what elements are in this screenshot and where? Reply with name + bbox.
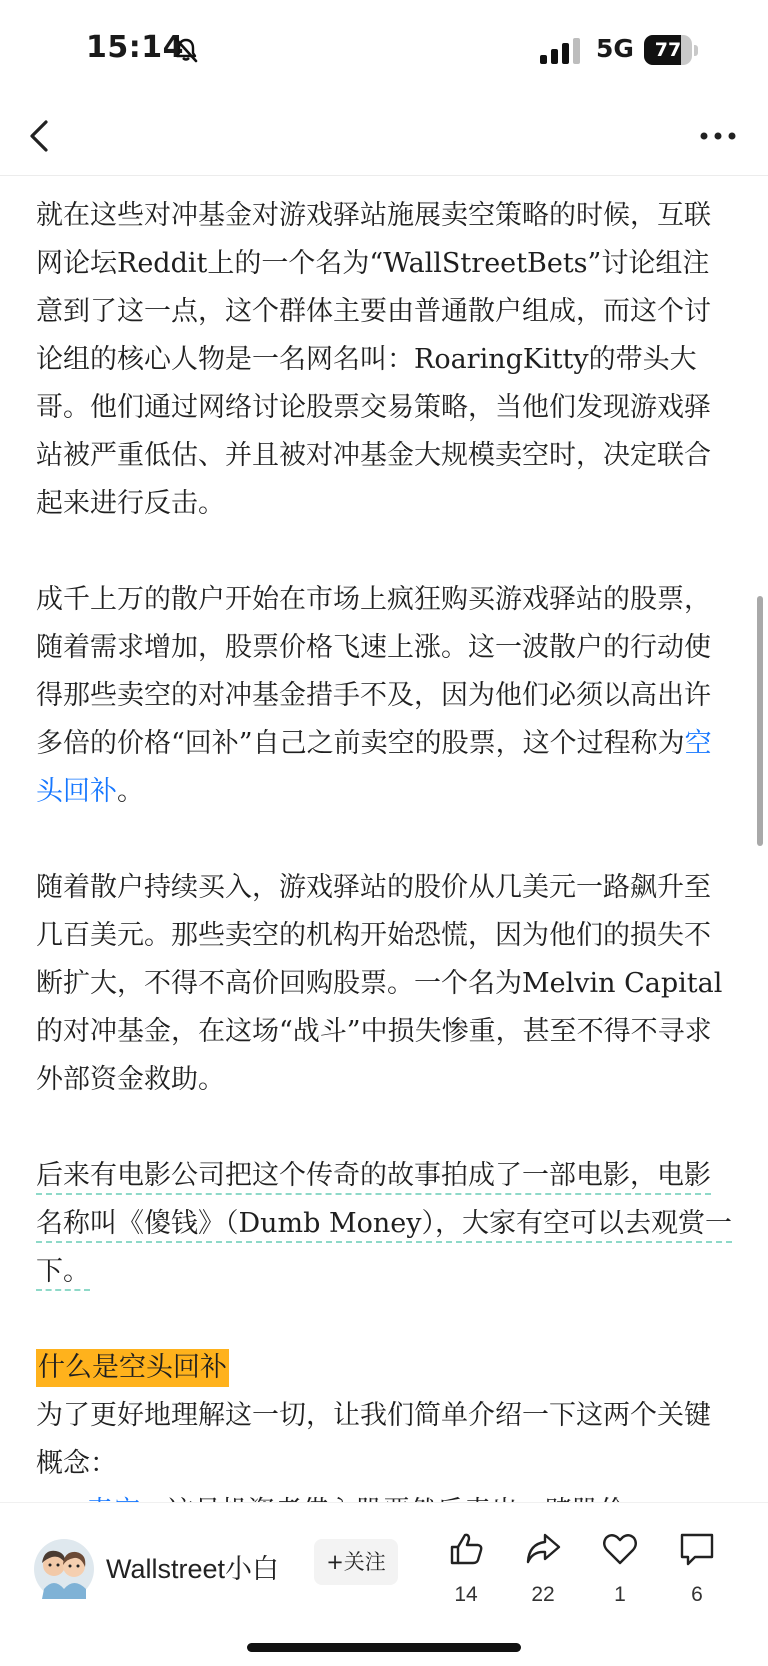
comment-bubble-icon: [677, 1529, 717, 1569]
ai-highlighted-sentence[interactable]: 后来有电影公司把这个传奇的故事拍成了一部电影，电影名称叫《傻钱》（Dumb Money），大家有空可以去观赏一下。: [36, 1160, 732, 1291]
paragraph-1: 就在这些对冲基金对游戏驿站施展卖空策略的时候，互联网论坛Reddit上的一个名为“WallStreetBets”讨论组注意到了这一点，这个群体主要由普通散户组成，而这个讨论组的核心人物是一名网名叫：RoaringKitty的带头大哥。他们通过网络讨论股票交易策略，当他们发现游戏驿站被严重低估、并且被对冲基金大规模卖空时，决定联合起来进行反击。: [36, 200, 711, 519]
comment-count: 6: [691, 1583, 703, 1606]
like-count: 14: [454, 1583, 478, 1606]
paragraph-2-end: 。: [117, 776, 144, 807]
battery-percent: 77: [654, 39, 682, 61]
home-indicator: [247, 1643, 521, 1652]
status-time: 15:14: [86, 30, 184, 65]
chevron-left-icon[interactable]: [24, 114, 60, 158]
comment-button[interactable]: [667, 1529, 727, 1629]
nav-bar: [0, 100, 768, 176]
paragraph-5: 为了更好地理解这一切，让我们简单介绍一下这两个关键概念：: [36, 1400, 711, 1479]
cellular-signal-icon: [540, 38, 584, 64]
article-body: [36, 192, 736, 1500]
network-type: 5G: [596, 34, 634, 63]
more-dots-icon[interactable]: [696, 118, 740, 154]
thumbs-up-icon: [446, 1529, 486, 1569]
paragraph-2-text: 成千上万的散户开始在市场上疯狂购买游戏驿站的股票，随着需求增加，股票价格飞速上涨。这一波散户的行动使得那些卖空的对冲基金措手不及，因为他们必须以高出许多倍的价格“回补”自己之前卖空的股票，这个过程称为: [36, 584, 711, 759]
paragraph-3: 随着散户持续买入，游戏驿站的股价从几美元一路飙升至几百美元。那些卖空的机构开始恐慌，因为他们的损失不断扩大，不得不高价回购股票。一个名为Melvin Capital的对冲基金，在这场“战斗”中损失惨重，甚至不得不寻求外部资金救助。: [36, 872, 723, 1095]
favorite-count: 1: [614, 1583, 626, 1606]
battery-icon: [644, 35, 698, 67]
mute-bell-icon: [172, 36, 200, 64]
status-bar: [0, 0, 768, 100]
section-heading-text: 什么是空头回补: [36, 1349, 229, 1387]
favorite-button[interactable]: [590, 1529, 650, 1629]
share-button[interactable]: [513, 1529, 573, 1629]
paragraph-4: [36, 1152, 736, 1296]
short-covering-link[interactable]: 空头回补: [36, 728, 712, 807]
share-count: 22: [531, 1583, 555, 1606]
like-button[interactable]: [436, 1529, 496, 1629]
scrollbar[interactable]: [757, 596, 763, 846]
share-arrow-icon: [523, 1529, 563, 1569]
section-heading: [36, 1344, 736, 1392]
paragraph-2: [36, 576, 736, 816]
author-name[interactable]: Wallstreet小白: [106, 1554, 280, 1584]
avatar[interactable]: [34, 1539, 94, 1599]
heart-icon: [600, 1529, 640, 1569]
bottom-action-bar: [0, 1502, 768, 1666]
follow-button[interactable]: +关注: [314, 1539, 398, 1585]
